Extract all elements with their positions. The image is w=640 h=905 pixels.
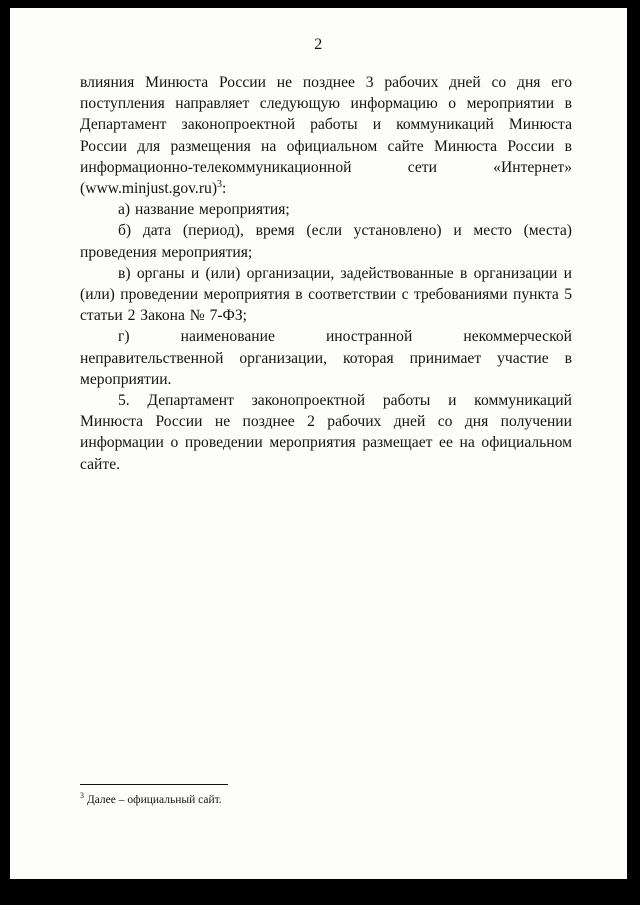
footnote-number: 3 <box>80 791 84 800</box>
footnote-reference-mark: 3 <box>217 178 223 190</box>
list-item-a: а) название мероприятия; <box>118 201 290 219</box>
footnote-text: Далее – официальный сайт. <box>86 793 222 806</box>
footnote-area <box>80 784 572 807</box>
footnote-divider <box>80 784 228 785</box>
list-item-b: б) дата (период), время (если установлено) и место (места) проведения мероприятия; <box>80 222 572 261</box>
list-item-v: в) органы и (или) организации, задействованные в организации и (или) проведении мероприятия в соответствии с требованиями пункта 5 статьи 2 Закона № 7-ФЗ; <box>80 264 572 325</box>
body-text <box>80 72 572 475</box>
paragraph-intro <box>80 72 572 199</box>
list-item-g: г) наименование иностранной некоммерческой неправительственной организации, которая принимает участие в мероприятии. <box>80 328 572 388</box>
paragraph-intro-text: влияния Минюста России не позднее 3 рабочих дней со дня его поступления направляет следующую информацию о мероприятии в Департамент законопроектной работы и коммуникаций Минюста России для размещения на официальном сайте Минюста России в информационно-телекоммуникационной сети «Интернет» (www.minjust.gov.ru) <box>80 74 572 198</box>
page-number: 2 <box>314 36 323 53</box>
paragraph-intro-colon: : <box>222 180 227 198</box>
paragraph-item-5: 5. Департамент законопроектной работы и коммуникаций Минюста России не позднее 2 рабочих дней со дня получении информации о проведении мероприятия размещает ее на официальном сайте. <box>80 392 572 473</box>
document-page <box>10 8 627 879</box>
footnote <box>80 789 572 807</box>
